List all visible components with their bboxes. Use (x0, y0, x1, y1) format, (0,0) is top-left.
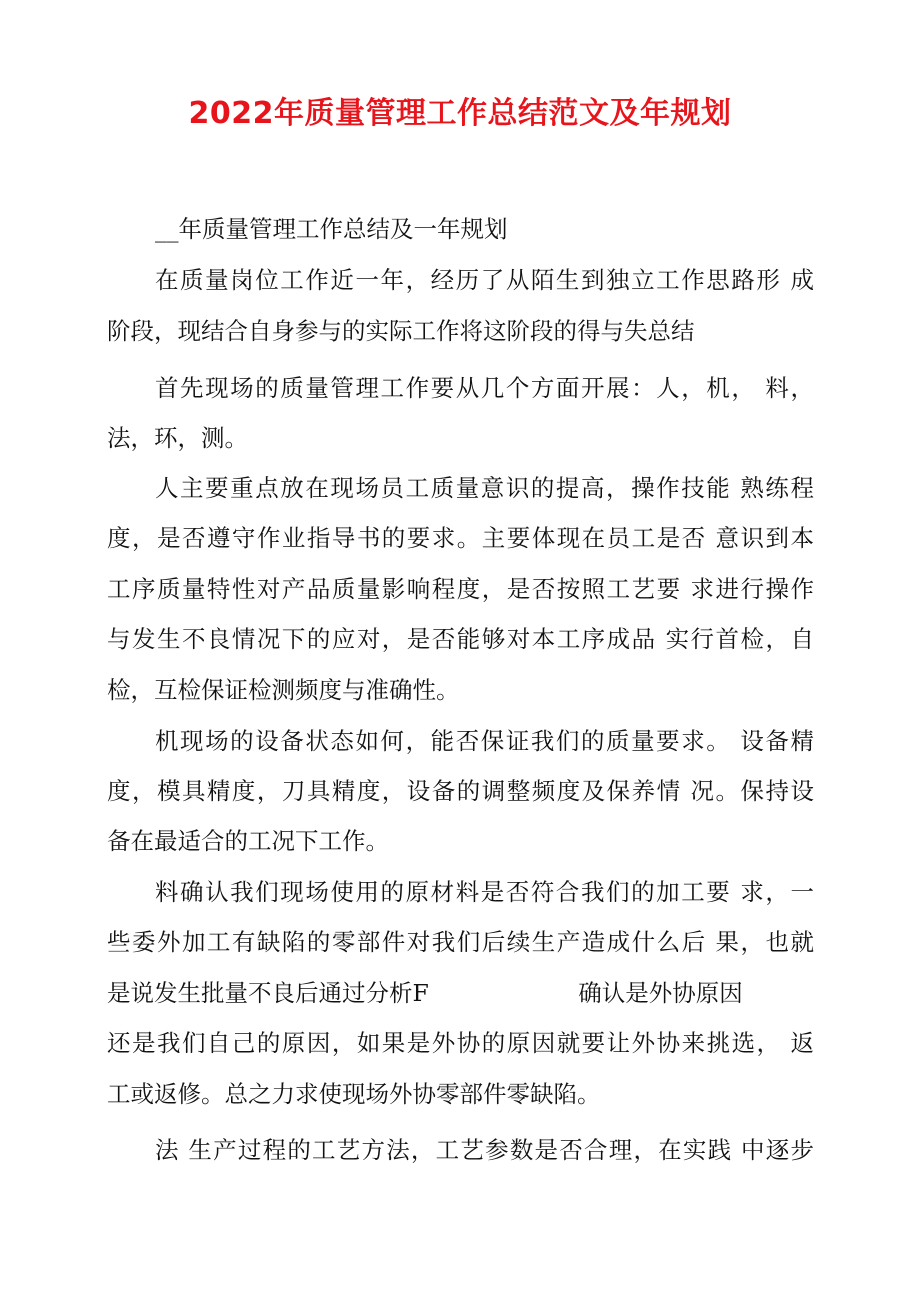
text-line: 首先现场的质量管理工作要从几个方面开展：人，机， 料， (155, 374, 814, 402)
document-subtitle: __年质量管理工作总结及一年规划 (155, 215, 508, 243)
text-line: 人主要重点放在现场员工质量意识的提高，操作技能 熟练程 (155, 474, 814, 502)
text-line: 工或返修。总之力求使现场外协零部件零缺陷。 (107, 1080, 601, 1108)
text-line: 机现场的设备状态如何，能否保证我们的质量要求。 设备精 (155, 727, 814, 755)
text-line: 度，是否遵守作业指导书的要求。主要体现在员工是否 意识到本 (107, 524, 814, 552)
text-line: 料确认我们现场使用的原材料是否符合我们的加工要 求，一 (155, 878, 814, 906)
document-title: 2022年质量管理工作总结范文及年规划 (188, 96, 732, 131)
text-line: 还是我们自己的原因，如果是外协的原因就要让外协来挑选， 返 (107, 1029, 814, 1057)
text-line: 法 生产过程的工艺方法，工艺参数是否合理，在实践 中逐步 (155, 1136, 814, 1164)
text-line: 些委外加工有缺陷的零部件对我们后续生产造成什么后 果，也就 (107, 928, 814, 956)
text-line: 法，环，测。 (107, 424, 248, 452)
text-line: 在质量岗位工作近一年，经历了从陌生到独立工作思路形 成 (155, 266, 814, 294)
text-line: 是说发生批量不良后通过分析F 确认是外协原因 (107, 979, 743, 1007)
text-line: 阶段，现结合自身参与的实际工作将这阶段的得与失总结 (107, 317, 695, 345)
text-line: 检，互检保证检测频度与准确性。 (107, 676, 460, 704)
text-line: 备在最适合的工况下工作。 (107, 827, 389, 855)
text-line: 与发生不良情况下的应对，是否能够对本工序成品 实行首检，自 (107, 625, 814, 653)
text-line: 度，模具精度，刀具精度，设备的调整频度及保养情 况。保持设 (107, 777, 814, 805)
text-line: 工序质量特性对产品质量影响程度，是否按照工艺要 求进行操作 (107, 575, 814, 603)
